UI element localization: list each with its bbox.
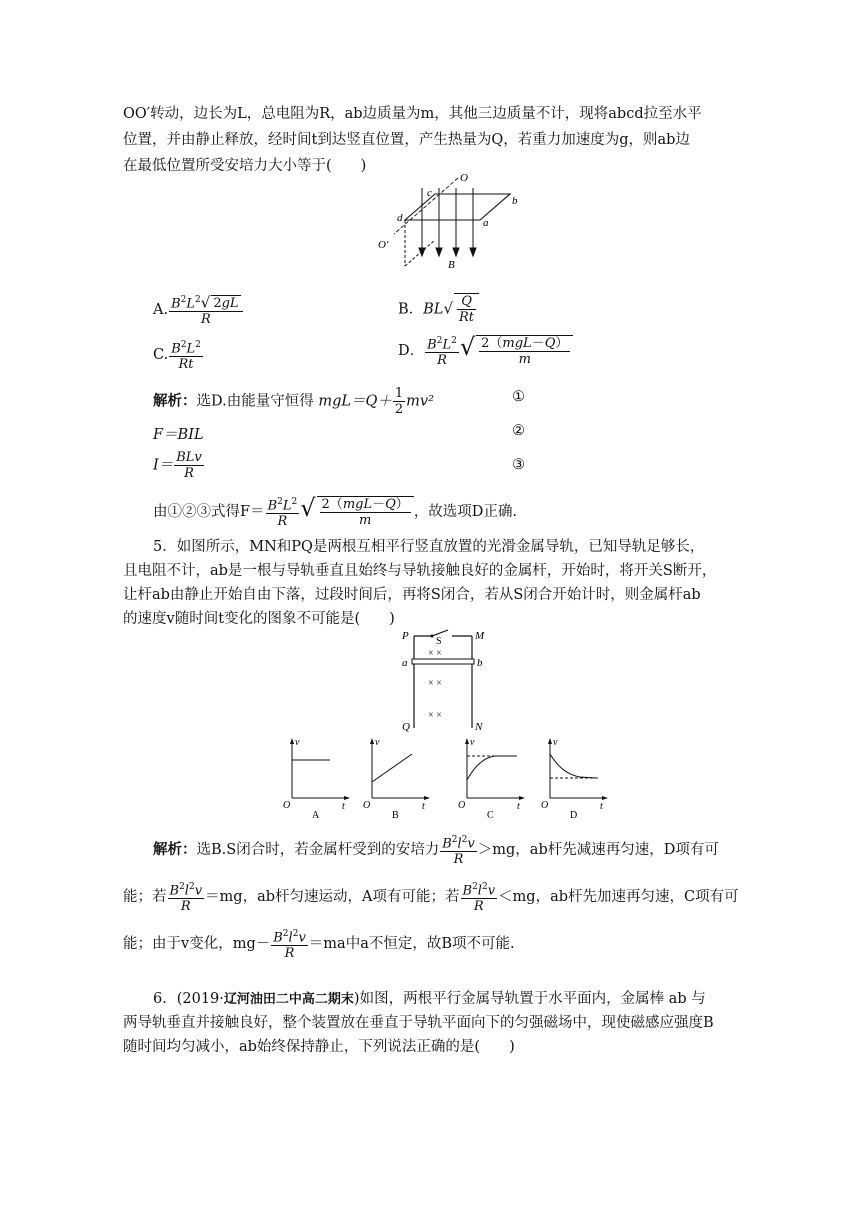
q5-analysis-line2: 能；若 $\frac{B^2l^2v}{R}$ ＝mg，ab杆匀速运动，A项有可能；若 $\frac{B^2l^2v}{R}$ ＜mg，ab杆先加速再匀速，C项有可 [123,882,739,915]
axis-v: v [295,737,300,748]
fig-label-o: O [460,172,468,184]
q4-conclusion: 由①②③式得F＝ $\frac{B^2L^2}{R}$ √ $\frac{\text{2（mgL－Q）}}{m}$ ，故选项D正确. [153,494,518,530]
q5-text-line1: 5．如图所示，MN和PQ是两根互相平行竖直放置的光滑金属导轨，已知导轨足够长， [153,539,705,555]
origin: O [541,800,549,811]
graph-b [362,736,432,820]
graph-d [540,736,610,820]
option-a: A. $\frac{B^2L^2√ 2gL}{R}$ [153,293,244,327]
origin: O [283,800,291,811]
q5-circuit-figure [400,626,495,736]
fig-label-b: b [512,195,518,207]
q4-text-line2: 位置，并由静止释放，经时间t到达竖直位置，产生热量为Q，若重力加速度为g，则ab边 [123,132,690,148]
q4-figure [370,168,530,276]
q5-text-line2: 且电阻不计，ab是一根与导轨垂直且始终与导轨接触良好的金属杆，开始时，将开关S断开， [123,563,717,579]
origin: O [458,800,466,811]
graph-c [457,736,527,820]
option-c: C. $\frac{B^2L^2}{Rt}$ [153,340,201,373]
svg-text:× ×: × × [428,648,442,659]
fig-label-d: d [397,212,403,224]
origin: O [363,800,371,811]
axis-v: v [470,737,475,748]
axis-t: t [342,801,345,812]
axis-v: v [553,737,558,748]
fig-label-field: B [448,259,455,271]
axis-t: t [422,801,425,812]
fig-label-b: b [477,657,483,669]
axis-t: t [600,801,603,812]
fig-label-switch: S [436,636,442,647]
option-d: D． $\frac{B^2L^2}{R}$ √ $\frac{\text{2（mgL－Q）}}{m}$ [398,333,573,368]
q5-analysis-line3: 能；由于v变化，mg－ $\frac{B^2l^2v}{R}$ ＝ma中a不恒定，故B项不可能. [123,929,515,962]
eq-number-3: ③ [512,457,525,473]
q6-text-line2: 两导轨垂直并接触良好，整个装置放在垂直于导轨平面向下的匀强磁场中，现使磁感应强度B [123,1015,714,1031]
axis-v: v [375,737,380,748]
q5-analysis-line1: 解析：选B.S闭合时，若金属杆受到的安培力 $\frac{B^2l^2v}{R}$ ＞mg，ab杆先减速再匀速，D项有可 [153,835,719,868]
option-b: B．BL√ $\frac{Q}{Rt}$ [398,293,479,325]
q6-source: 辽河油田二中高二期末 [223,992,354,1007]
fig-label-c: c [427,187,432,199]
q4-text-line1: OO′转动，边长为L，总电阻为R，ab边质量为m，其他三边质量不计，现将abcd拉至水平 [123,106,702,122]
fig-label-p: P [402,630,409,642]
q6-text-line3: 随时间均匀减小，ab始终保持静止，下列说法正确的是( ) [123,1039,515,1055]
graph-label: B [392,810,399,820]
q5-text-line3: 让杆ab由静止开始自由下落，过段时间后，再将S闭合，若从S闭合开始计时，则金属杆ab [123,587,701,603]
svg-text:× ×: × × [428,678,442,689]
eq-number-1: ① [512,389,525,405]
eq-number-2: ② [512,423,525,439]
fig-label-a: a [483,217,489,229]
q5-text-line4: 的速度v随时间t变化的图象不可能是( ) [123,611,395,627]
fig-label-n: N [475,721,483,733]
q4-analysis-eq2: F＝BIL [153,427,204,443]
fig-label-o-prime: O′ [378,239,389,251]
q4-analysis-eq3: I＝ $\frac{\text{BLv}}{R}$ [153,450,202,481]
q4-analysis-eq1: 解析：选D.由能量守恒得 mgL＝Q＋ $\frac{1}{2}$ mv² [153,386,434,417]
fig-label-q: Q [402,721,410,733]
fig-label-m: M [475,630,485,642]
svg-text:× ×: × × [428,710,442,721]
graph-label: C [487,810,494,820]
fig-label-a: a [402,657,408,669]
q6-text-line1: 6．(2019·辽河油田二中高二期末)如图，两根平行金属导轨置于水平面内，金属棒 ab 与 [153,991,706,1007]
graph-label: A [312,810,320,820]
graph-a [282,736,352,820]
q4-text-line3: 在最低位置所受安培力大小等于( ) [123,158,367,174]
axis-t: t [517,801,520,812]
graph-label: D [570,810,578,820]
